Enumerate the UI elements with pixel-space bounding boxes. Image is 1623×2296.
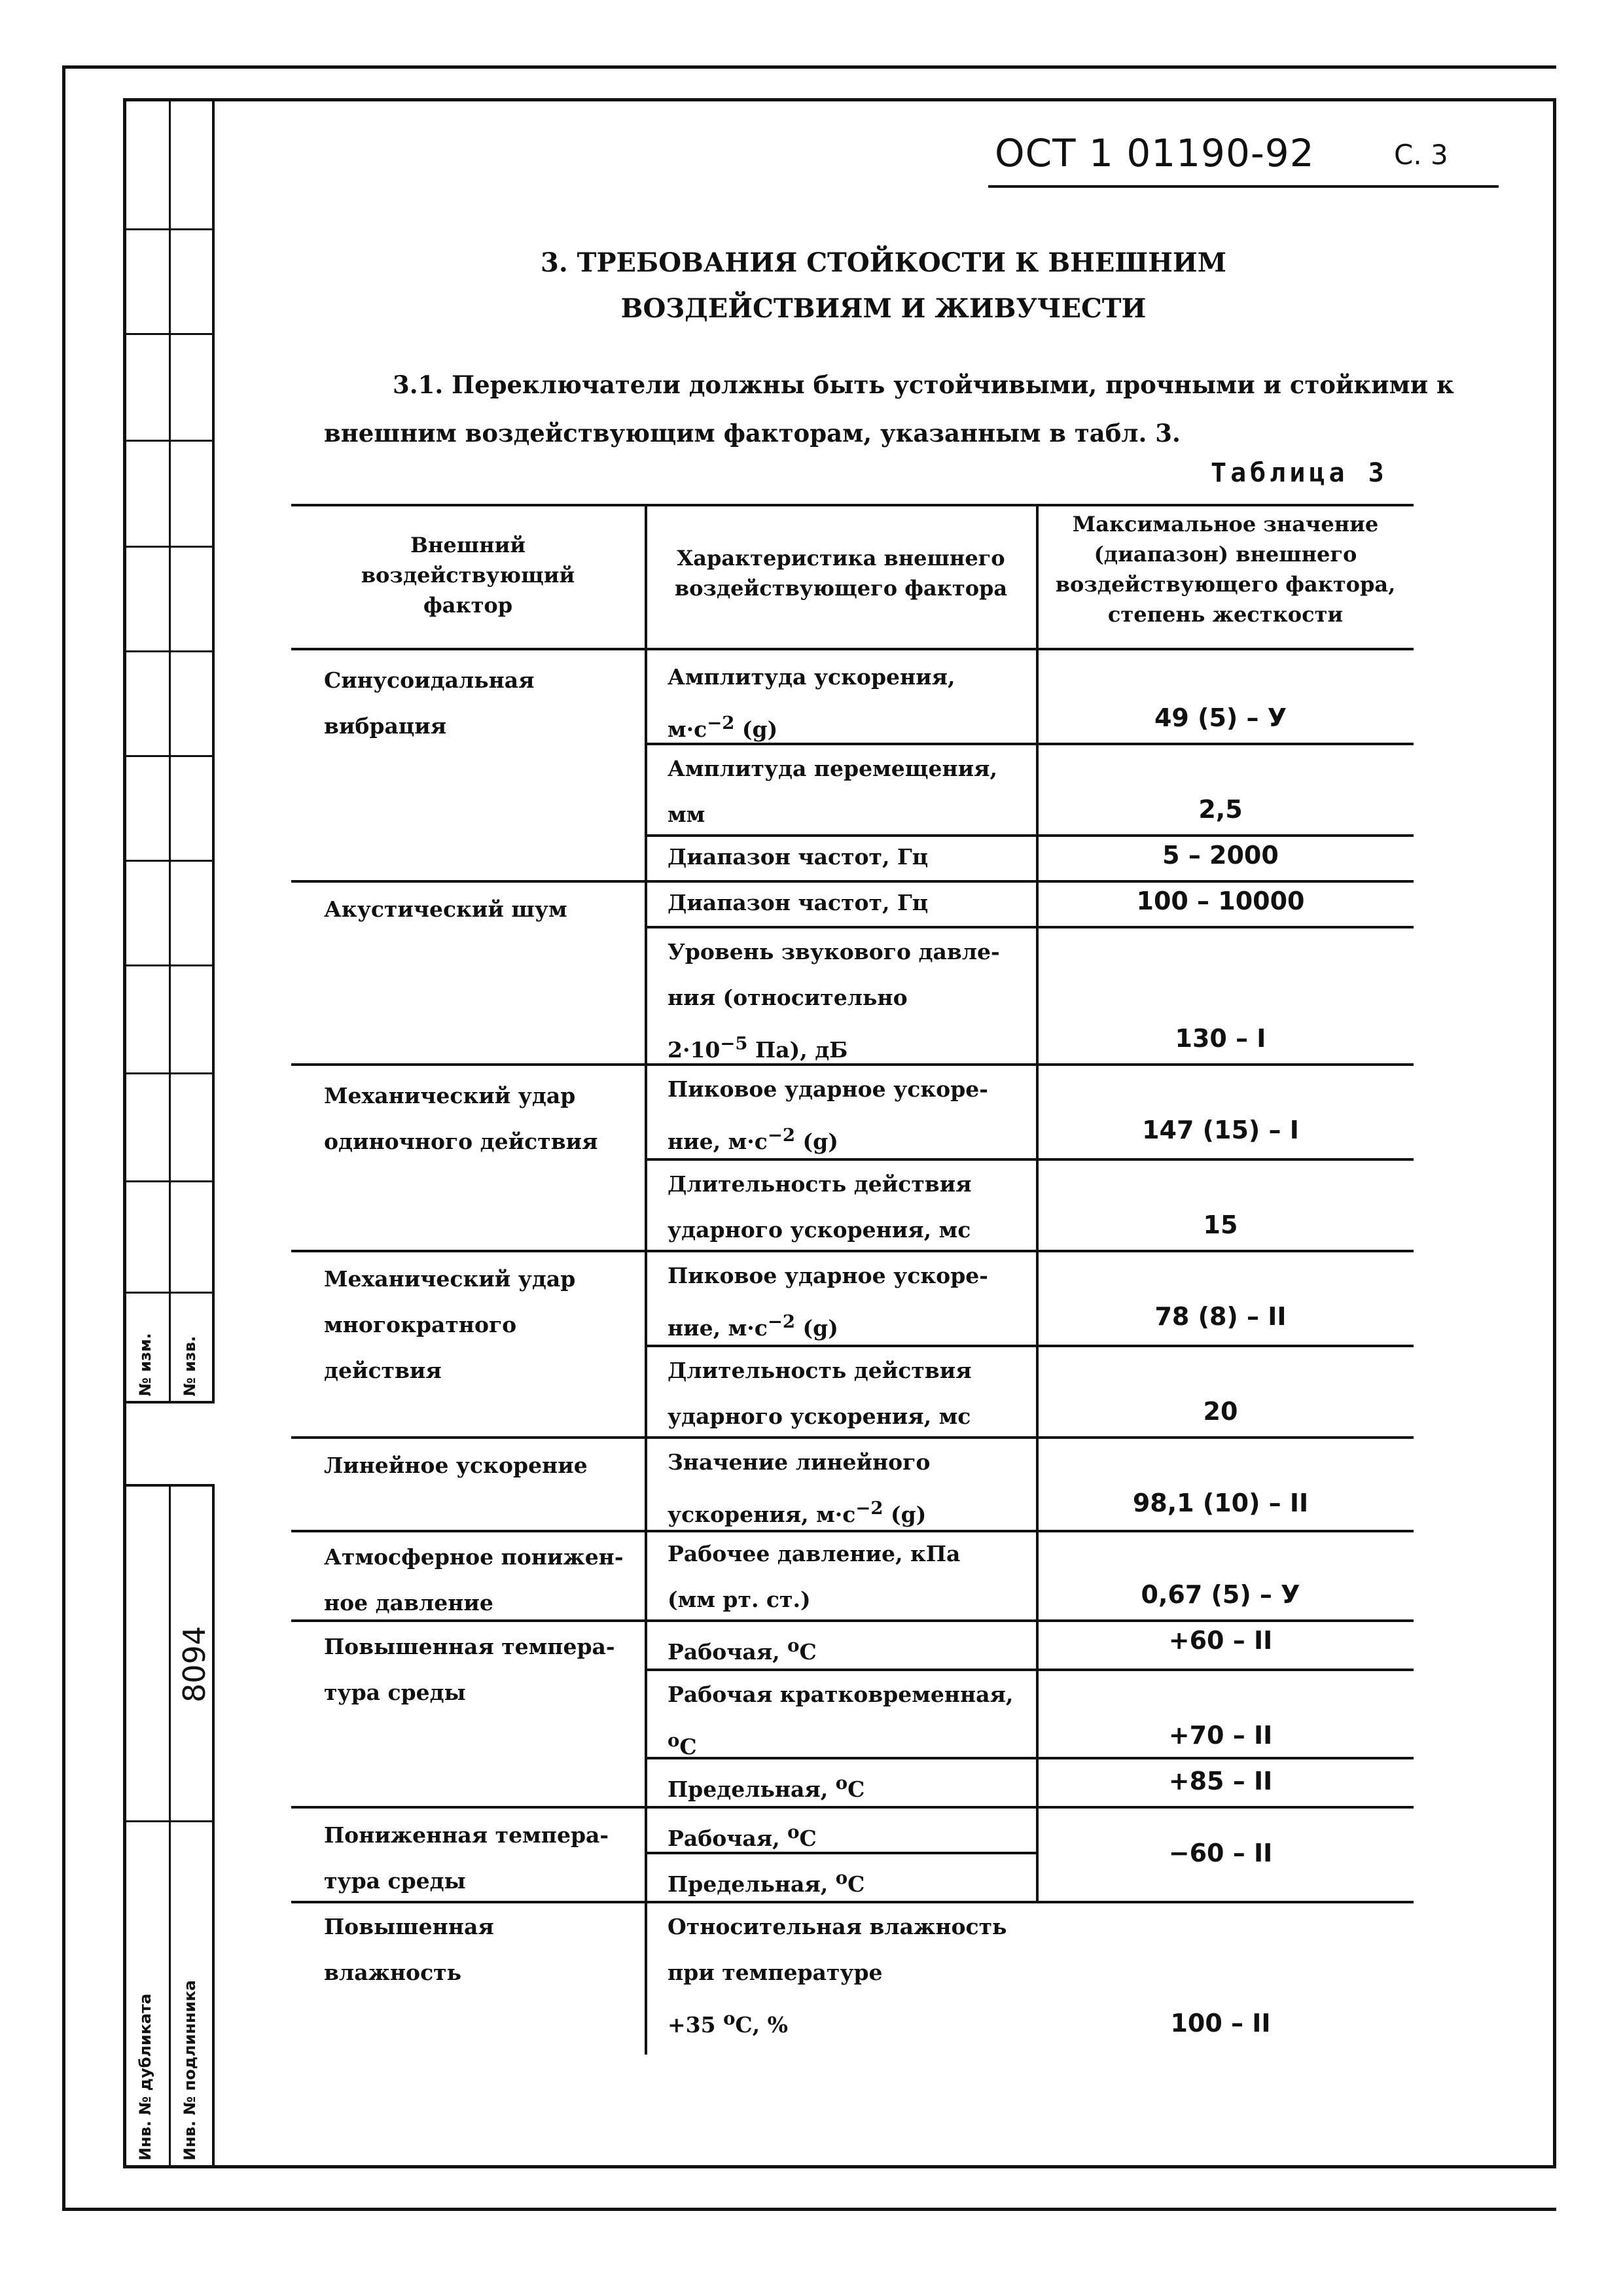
section-title-line1: 3. ТРЕБОВАНИЯ СТОЙКОСТИ К ВНЕШНИМ [541,247,1226,278]
value-row-14: +85 – II [1168,1767,1273,1795]
char-row-14: Предельная, $^о$С [668,1773,865,1802]
value-row-9: 20 [1203,1397,1238,1426]
char-row-4: Диапазон частот, Гц [668,890,929,915]
header-characteristic: Характеристика внешнего воздействующего фактора [674,546,1008,601]
factor-multiple-shock: Механический удар многократного действия [324,1266,576,1383]
value-row-13: +70 – II [1168,1721,1273,1750]
factor-low-pressure: Атмосферное понижен- ное давление [324,1544,624,1616]
value-row-11: 0,67 (5) – У [1141,1580,1300,1609]
value-row-17: 100 – II [1170,2009,1271,2038]
factor-single-shock: Механический удар одиночного действия [324,1083,598,1154]
char-row-9: Длительность действия ударного ускорения, мс [668,1358,972,1429]
factor-sinusoidal-vibration: Синусоидальная вибрация [324,667,535,739]
factor-linear-acceleration: Линейное ускорение [324,1453,588,1478]
margin-izm-label: № изм. [136,1333,154,1396]
outer-border-bottom [62,2208,1556,2211]
value-row-1: 49 (5) – У [1154,703,1287,732]
char-row-16: Предельная, $^о$С [668,1867,865,1897]
factor-low-temperature: Пониженная темпера- тура среды [324,1822,609,1894]
margin-change-block [123,98,215,1404]
factor-high-humidity: Повышенная влажность [324,1914,494,1985]
value-row-15: −60 – II [1168,1839,1273,1867]
paragraph-line1: 3.1. Переключатели должны быть устойчивыми, прочными и стойкими к [393,370,1454,399]
value-row-2: 2,5 [1198,795,1243,824]
margin-izv-label: № изв. [181,1335,199,1396]
margin-duplicate-label: Инв. № дубликата [136,1993,154,2161]
table-caption: Таблица 3 [1211,458,1388,488]
char-row-15: Рабочая, $^о$С [668,1822,817,1851]
char-row-5: Уровень звукового давле- ния (относительно $2\cdot 10^{-5}$ Па), дБ [668,939,1000,1063]
char-row-7: Длительность действия ударного ускорения, мс [668,1171,972,1243]
value-row-4: 100 – 10000 [1136,887,1305,915]
page-number: С. 3 [1394,139,1448,171]
char-row-11: Рабочее давление, кПа (мм рт. ст.) [668,1541,961,1612]
value-row-12: +60 – II [1168,1626,1273,1655]
char-row-10: Значение линейного ускорения, $м\cdot с^{-2}$ (g) [668,1449,931,1527]
value-row-7: 15 [1203,1210,1238,1239]
document-code: ОСТ 1 01190-92 [995,131,1315,175]
margin-original-label: Инв. № подлинника [181,1980,199,2161]
header-factor: Внешний воздействующий фактор [361,533,575,618]
char-row-2: Амплитуда перемещения, мм [668,756,997,827]
value-row-6: 147 (15) – I [1142,1116,1299,1144]
requirements-table [291,504,1414,2055]
header-underline [988,185,1499,188]
factor-acoustic-noise: Акустический шум [324,896,567,922]
margin-number: 8094 [177,1625,212,1703]
paragraph-line2: внешним воздействующим факторам, указанным в табл. 3. [324,419,1181,448]
char-row-8: Пиковое ударное ускоре- ние, $м\cdot с^{-2}$ (g) [668,1263,988,1341]
value-row-8: 78 (8) – II [1154,1302,1287,1331]
char-row-13: Рабочая кратковременная, $^о$С [668,1682,1014,1759]
char-row-6: Пиковое ударное ускоре- ние, $м\cdot с^{-2}$ (g) [668,1076,988,1154]
char-row-12: Рабочая, $^о$С [668,1635,817,1665]
section-title-line2: ВОЗДЕЙСТВИЯМ И ЖИВУЧЕСТИ [620,293,1147,324]
margin-inventory-block [123,1484,215,2168]
value-row-10: 98,1 (10) – II [1132,1489,1309,1517]
value-row-5: 130 – I [1175,1024,1266,1053]
char-row-3: Диапазон частот, Гц [668,844,929,870]
header-max-value: Максимальное значение (диапазон) внешнего воздействующего фактора, степень жесткости [1055,512,1396,627]
outer-border-top [62,65,1556,69]
value-row-3: 5 – 2000 [1162,841,1279,870]
char-row-1: Амплитуда ускорения, $м\cdot с^{-2}$ (g) [668,664,955,742]
outer-border-left [62,65,65,2211]
char-row-17: Относительная влажность при температуре +35 $^о$С, % [668,1914,1007,2038]
factor-high-temperature: Повышенная темпера- тура среды [324,1634,615,1705]
